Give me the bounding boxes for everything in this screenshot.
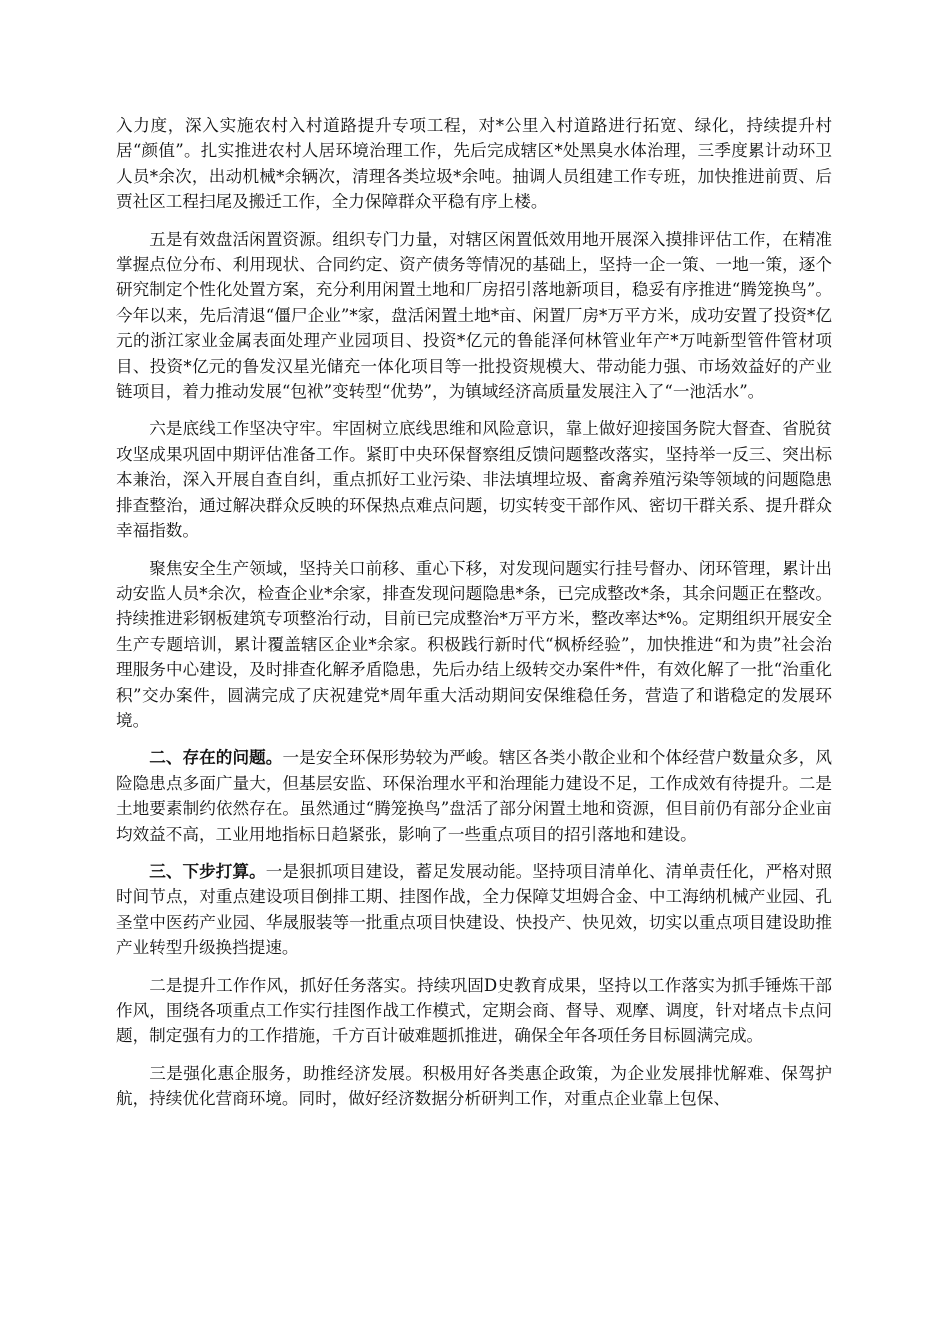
section-heading-next-steps: 三、下步打算。 (149, 860, 266, 881)
paragraph-8 (116, 1061, 832, 1112)
paragraph-2-text: 五是有效盘活闲置资源。组织专门力量，对辖区闲置低效用地开展深入摸排评估工作，在精准掌握点位分布、利用现状、合同约定、资产债务等情况的基础上，坚持一企一策、一地一策，逐个研究制定个性化处置方案，充分利用闲置土地和厂房招引落地新项目，稳妥有序推进“腾笼换鸟”。今年以来，先后清退“僵尸企业”*家，盘活闲置土地*亩、闲置厂房*万平方米，成功安置了投资*亿元的浙江家业金属表面处理产业园项目、投资*亿元的鲁能泽何林管业年产*万吨新型管件管材项目、投资*亿元的鲁发汉星光储充一体化项目等一批投资规模大、带动能力强、市场效益好的产业链项目，着力推动发展“包袱”变转型“优势”，为镇域经济高质量发展注入了“一池活水”。 (116, 229, 832, 402)
paragraph-4 (116, 556, 832, 734)
paragraph-5 (116, 745, 832, 847)
paragraph-4-text: 聚焦安全生产领域，坚持关口前移、重心下移，对发现问题实行挂号督办、闭环管理，累计出动安监人员*余次，检查企业*余家，排查发现问题隐患*条，已完成整改*条，其余问题正在整改。持续推进彩钢板建筑专项整治行动，目前已完成整治*万平方米，整改率达*%。定期组织开展安全生产专题培训，累计覆盖辖区企业*余家。积极践行新时代“枫桥经验”，加快推进“和为贵”社会治理服务中心建设，及时排查化解矛盾隐患，先后办结上级转交办案件*件，有效化解了一批“治重化积”交办案件，圆满完成了庆祝建党*周年重大活动期间安保维稳任务，营造了和谐稳定的发展环境。 (116, 558, 832, 730)
paragraph-5-text: 一是安全环保形势较为严峻。辖区各类小散企业和个体经营户数量众多，风险隐患点多面广量大，但基层安监、环保治理水平和治理能力建设不足，工作成效有待提升。二是土地要素制约依然存在。虽然通过“腾笼换鸟”盘活了部分闲置土地和资源，但目前仍有部分企业亩均效益不高，工业用地指标日趋紧张，影响了一些重点项目的招引落地和建设。 (116, 748, 833, 844)
paragraph-6 (116, 859, 832, 961)
paragraph-1 (116, 113, 832, 215)
paragraph-1-text: 入力度，深入实施农村入村道路提升专项工程，对*公里入村道路进行拓宽、绿化，持续提升村居“颜值”。扎实推进农村人居环境治理工作，先后完成辖区*处黑臭水体治理，三季度累计动环卫人员*余次，出动机械*余辆次，清理各类垃圾*余吨。抽调人员组建工作专班，加快推进前贾、后贾社区工程扫尾及搬迁工作，全力保障群众平稳有序上楼。 (116, 116, 832, 212)
paragraph-7 (116, 973, 832, 1049)
paragraph-3-text: 六是底线工作坚决守牢。牢固树立底线思维和风险意识，靠上做好迎接国务院大督查、省脱贫攻坚成果巩固中期评估准备工作。紧盯中央环保督察组反馈问题整改落实，坚持举一反三、突出标本兼治，深入开展自查自纠，重点抓好工业污染、非法填埋垃圾、畜禽养殖污染等领域的问题隐患排查整治，通过解决群众反映的环保热点难点问题，切实转变干部作风、密切干群关系、提升群众幸福指数。 (116, 419, 832, 541)
paragraph-6-text: 一是狠抓项目建设，蓄足发展动能。坚持项目清单化、清单责任化，严格对照时间节点，对重点建设项目倒排工期、挂图作战，全力保障艾坦姆合金、中工海纳机械产业园、孔圣堂中医药产业园、华晟服装等一批重点项目快建设、快投产、快见效，切实以重点项目建设助推产业转型升级换挡提速。 (116, 861, 833, 958)
paragraph-3 (116, 416, 832, 543)
section-heading-problems: 二、存在的问题。 (149, 747, 283, 768)
paragraph-7-text: 二是提升工作作风，抓好任务落实。持续巩固D史教育成果，坚持以工作落实为抓手锤炼干部作风，围绕各项重点工作实行挂图作战工作模式，定期会商、督导、观摩、调度，针对堵点卡点问题，制定强有力的工作措施，千方百计破难题抓推进，确保全年各项任务目标圆满完成。 (116, 975, 832, 1046)
paragraph-2 (116, 227, 832, 405)
paragraph-8-text: 三是强化惠企服务，助推经济发展。积极用好各类惠企政策，为企业发展排忧解难、保驾护航，持续优化营商环境。同时，做好经济数据分析研判工作，对重点企业靠上包保、 (116, 1063, 832, 1109)
document-body (116, 113, 832, 1124)
